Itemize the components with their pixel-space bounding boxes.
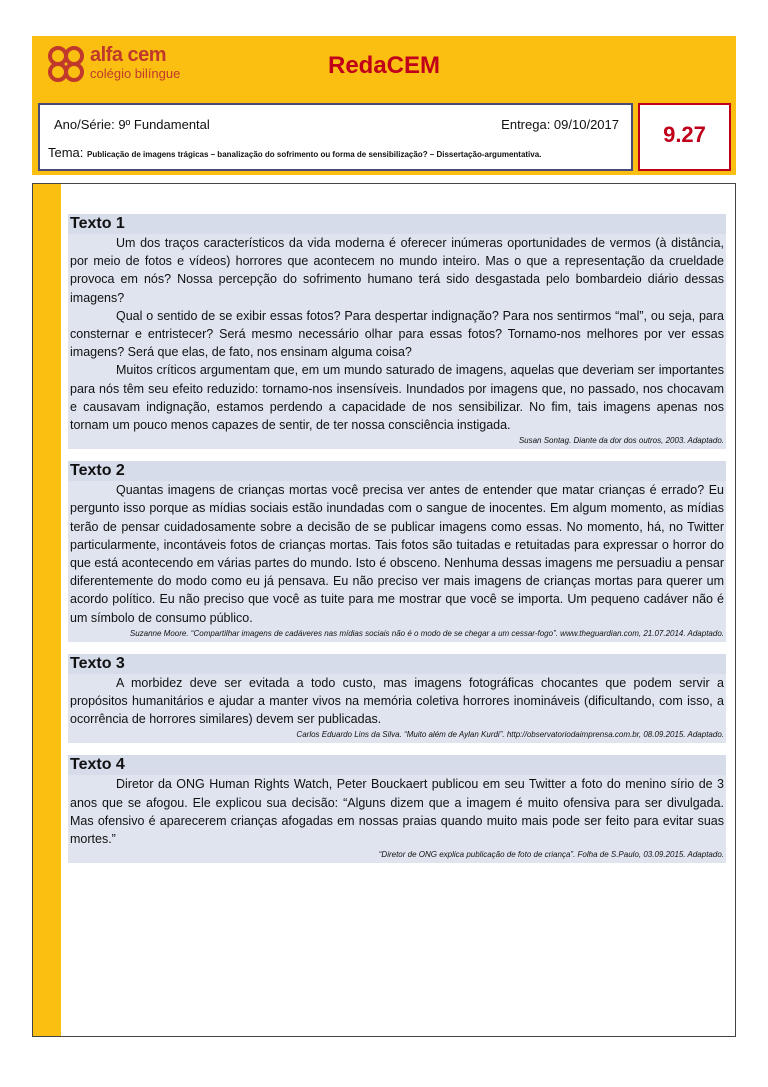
paragraph: Um dos traços característicos da vida moderna é oferecer inúmeras oportunidades de vermos (à distância, por meio de fotos e vídeos) horrores que acontecem no mundo inteiro. Mas o que a representação da crueldade provoca em nós? Nossa percepção do sofrimento humano terá sido desgastada pelo bombardeio diário dessas imagens? <box>68 234 726 307</box>
info-box <box>38 103 633 171</box>
logo-subtitle: colégio bilíngue <box>90 66 181 81</box>
source-citation: “Diretor de ONG explica publicação de foto de criança”. Folha de S.Paulo, 03.09.2015. Adaptado. <box>68 848 726 863</box>
source-citation: Susan Sontag. Diante da dor dos outros, 2003. Adaptado. <box>68 434 726 449</box>
texto-3 <box>68 654 726 744</box>
source-citation: Carlos Eduardo Lins da Silva. “Muito além de Aylan Kurdi”. http://observatoriodaimprensa.com.br, 08.09.2015. Adaptado. <box>68 728 726 743</box>
paragraph: Qual o sentido de se exibir essas fotos? Para despertar indignação? Para nos sentirmos “mal”, ou seja, para consternar e entristecer? Será mesmo necessário olhar para essas fotos? Tornamo-nos melhores por ver essas imagens? Será que elas, de fato, nos ensinam alguma coisa? <box>68 307 726 362</box>
texto-2 <box>68 461 726 642</box>
tema <box>48 145 541 160</box>
texto-4 <box>68 755 726 863</box>
grade-box: 9.27 <box>638 103 731 171</box>
texto-1 <box>68 214 726 449</box>
paragraph: Diretor da ONG Human Rights Watch, Peter Bouckaert publicou em seu Twitter a foto do menino sírio de 3 anos que se afogou. Ele explicou sua decisão: “Alguns dizem que a imagem é muito ofensiva para ser divulgada. Mas ofensivo é aparecerem crianças afogadas em nossas praias quando muito mais pode ser feito para evitar suas mortes.” <box>68 775 726 848</box>
section-title: Texto 4 <box>68 755 726 775</box>
ano-serie: Ano/Série: 9º Fundamental <box>54 117 210 132</box>
section-title: Texto 1 <box>68 214 726 234</box>
section-title: Texto 2 <box>68 461 726 481</box>
source-citation: Suzanne Moore. “Compartilhar imagens de cadáveres nas mídias sociais não é o modo de se chegar a um cessar-fogo”. www.theguardian.com, 21.07.2014. Adaptado. <box>68 627 726 642</box>
tema-text: Publicação de imagens trágicas – banalização do sofrimento ou forma de sensibilização? – Dissertação-argumentativa. <box>87 150 542 159</box>
paragraph: Quantas imagens de crianças mortas você precisa ver antes de entender que matar crianças é errado? Eu pergunto isso porque as mídias sociais estão inundadas com o sangue de inocentes. Em algum momento, as mídias terão de pensar cuidadosamente sobre a decisão de se publicar imagens como essas. No momento, há, no Twitter particularmente, incontáveis fotos de crianças mortas. Tais fotos são tuitadas e retuitadas para expressar o horror do que está acontecendo em várias partes do mundo. Isto é obsceno. Nenhuma dessas imagens me persuadiu a pensar diferentemente do modo como eu já pensava. Eu não preciso ver mais imagens de crianças mortas para querer um acordo político. Eu não preciso que você as tuite para me mostrar que você se importa. Um pequeno cadáver não é um símbolo de consumo público. <box>68 481 726 627</box>
tema-label: Tema: <box>48 145 84 160</box>
page-title: RedaCEM <box>327 52 441 79</box>
side-stripe <box>33 184 61 1036</box>
logo-name: alfa cem <box>90 44 167 66</box>
entrega-date: Entrega: 09/10/2017 <box>501 117 619 132</box>
section-title: Texto 3 <box>68 654 726 674</box>
texts-container <box>68 214 726 875</box>
paragraph: A morbidez deve ser evitada a todo custo, mas imagens fotográficas chocantes que podem servir a propósitos humanitários e ajudar a manter vivos na memória coletiva horrores inomináveis (dificultando, com isso, a ocorrência de horrores similares) devem ser publicadas. <box>68 674 726 729</box>
paragraph: Muitos críticos argumentam que, em um mundo saturado de imagens, aquelas que deveriam ser importantes para nós têm seu efeito reduzido: tornamo-nos insensíveis. Inundados por imagens que, no passado, nos chocavam e causavam indignação, estamos perdendo a capacidade de nos sensibilizar. No fim, tais imagens apenas nos tornam um pouco menos capazes de sentir, de ter nossa consciência instigada. <box>68 361 726 434</box>
